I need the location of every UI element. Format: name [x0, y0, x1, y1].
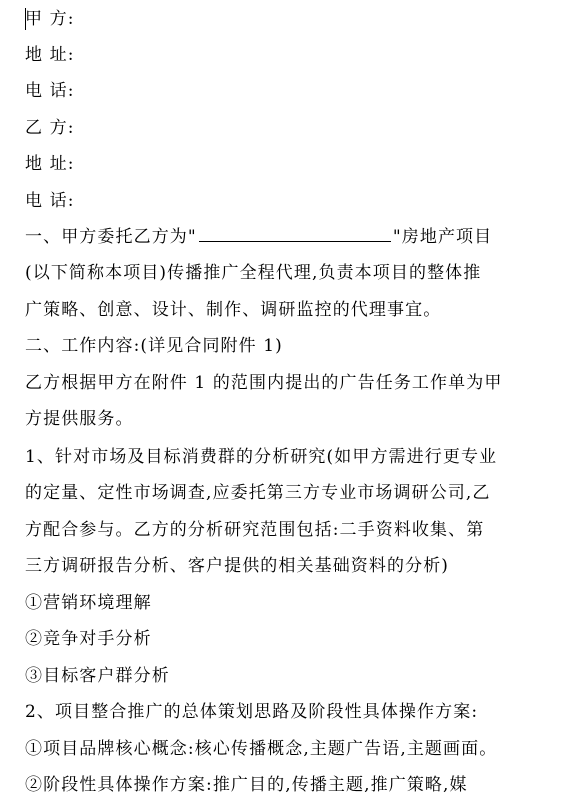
party-a-label: 甲 方:: [25, 9, 75, 29]
clause2-title: 二、工作内容:(详见合同附件 1): [25, 336, 283, 356]
clause1-line3: 广策略、创意、设计、制作、调研监控的代理事宜。: [25, 300, 442, 320]
clause1-line1-post: "房地产项目: [392, 227, 493, 247]
party-b-phone: 电 话:: [25, 191, 75, 211]
party-a-phone: 电 话:: [25, 81, 75, 101]
item1-line3: 方配合参与。乙方的分析研究范围包括:二手资料收集、第: [25, 520, 485, 540]
party-b-address: 地 址:: [25, 154, 75, 174]
party-a-address: 地 址:: [25, 45, 75, 65]
item1-line1: 1、针对市场及目标消费群的分析研究(如甲方需进行更专业: [25, 447, 498, 467]
item2-sub2: ②阶段性具体操作方案:推广目的,传播主题,推广策略,媒: [25, 775, 468, 795]
clause1-line2: (以下简称本项目)传播推广全程代理,负责本项目的整体推: [25, 263, 482, 283]
sub-item-target-customers: ③目标客户群分析: [25, 666, 170, 686]
clause2-line1: 乙方根据甲方在附件 1 的范围内提出的广告任务工作单为甲: [25, 373, 503, 393]
sub-item-competitor: ②竞争对手分析: [25, 629, 152, 649]
item1-line2: 的定量、定性市场调查,应委托第三方专业市场调研公司,乙: [25, 483, 491, 503]
project-name-blank[interactable]: [199, 226, 391, 242]
clause1-line1-pre: 一、甲方委托乙方为": [25, 227, 197, 247]
clause2-line2: 方提供服务。: [25, 409, 134, 429]
party-b-label: 乙 方:: [25, 118, 75, 138]
item2-title: 2、项目整合推广的总体策划思路及阶段性具体操作方案:: [25, 702, 479, 722]
clause1-line1: [25, 226, 545, 248]
item1-line4: 三方调研报告分析、客户提供的相关基础资料的分析): [25, 556, 450, 576]
sub-item-marketing: ①营销环境理解: [25, 593, 152, 613]
item2-sub1: ①项目品牌核心概念:核心传播概念,主题广告语,主题画面。: [25, 739, 498, 759]
